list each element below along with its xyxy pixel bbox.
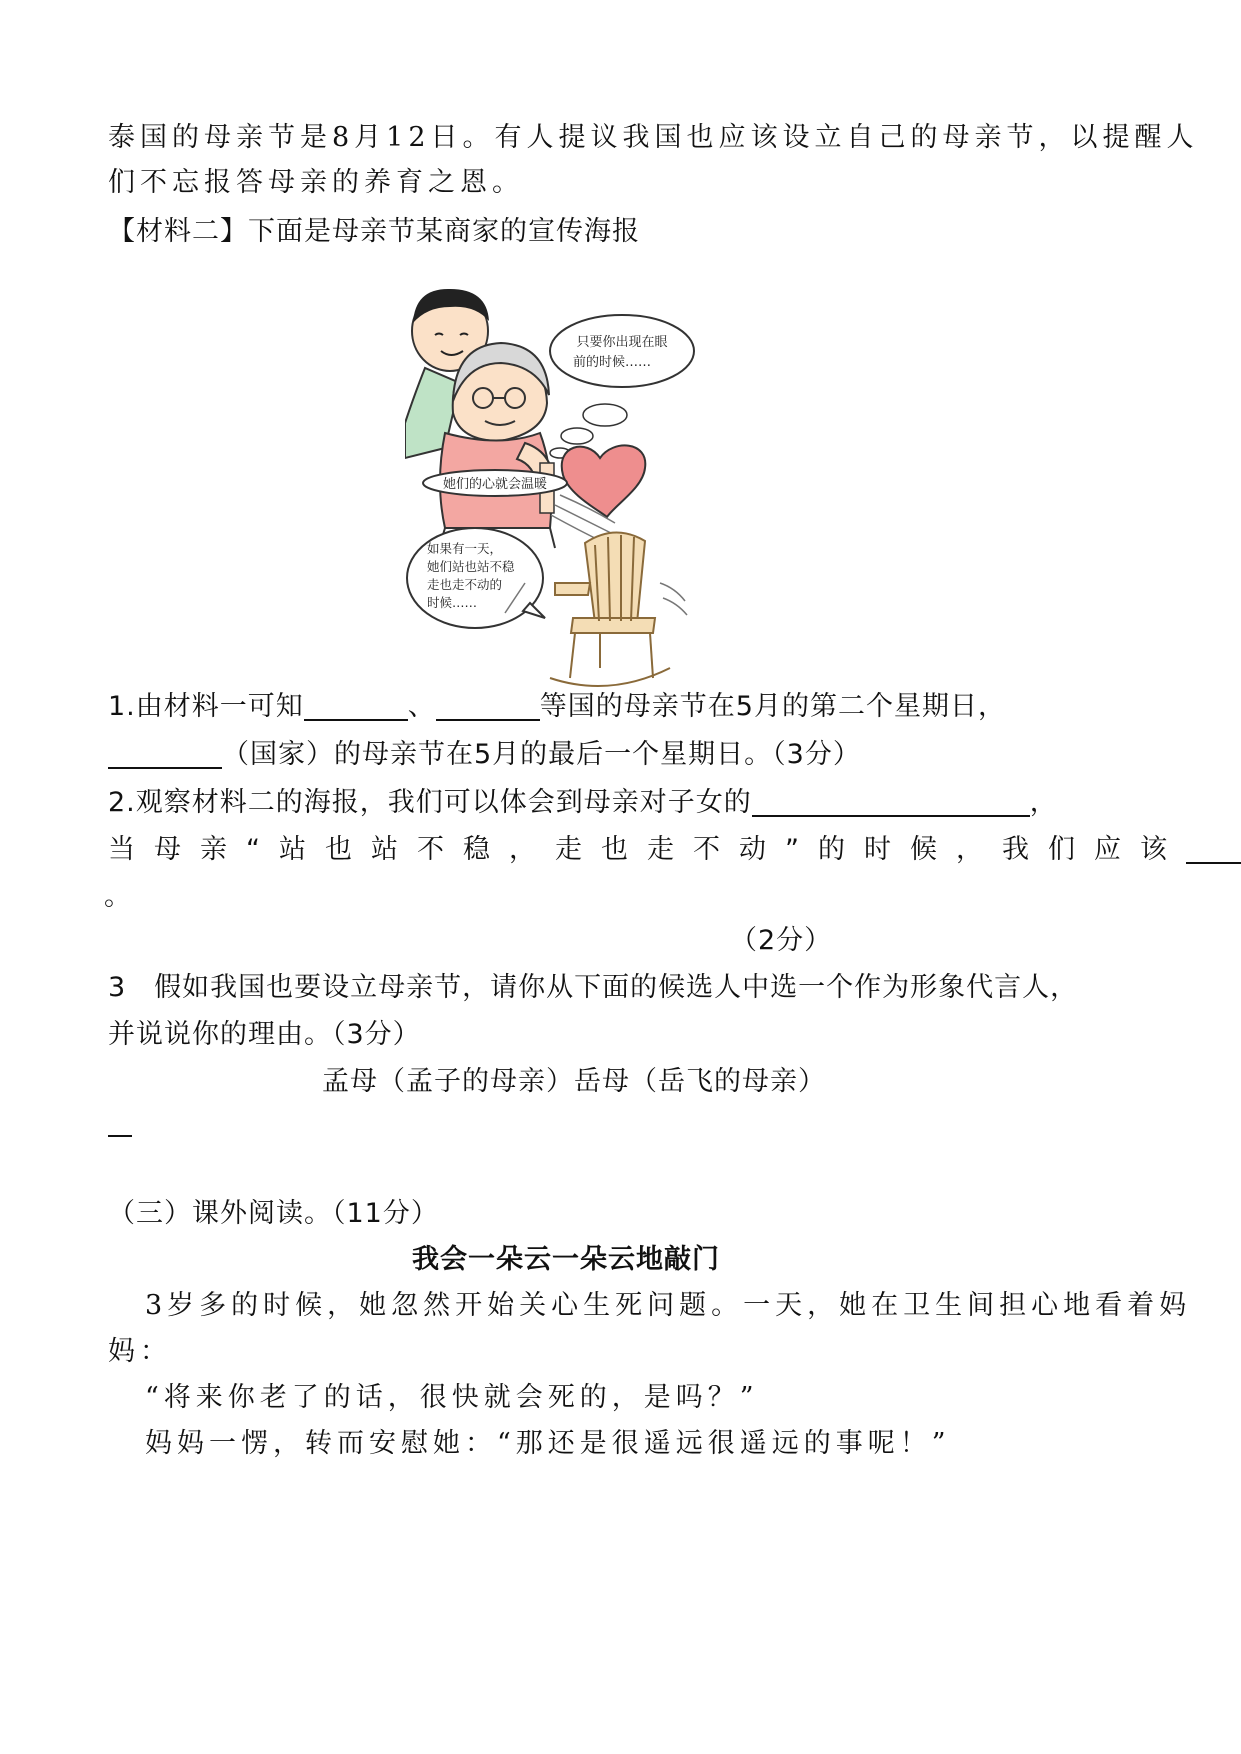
q2-blank-1[interactable] <box>752 785 1030 817</box>
material1-line-1: 泰国的母亲节是8月12日。有人提议我国也应该设立自己的母亲节，以提醒人 <box>108 122 1199 153</box>
q1-part3: （国家）的母亲节在5月的最后一个星期日。（3分） <box>222 739 861 770</box>
bubble-bottom-line-2: 她们站也站不稳 <box>427 559 515 574</box>
article-paragraph-2: “将来你老了的话，很快就会死的，是吗？” <box>145 1382 759 1413</box>
q1-blank-3[interactable] <box>108 737 222 769</box>
material1-line-2: 们不忘报答母亲的养育之恩。 <box>108 167 524 198</box>
bubble-bottom-line-3: 走也走不动的 <box>427 577 503 592</box>
article-paragraph-3: 妈妈一愣，转而安慰她：“那还是很遥远很遥远的事呢！” <box>145 1428 951 1459</box>
article-title: 我会一朵云一朵云地敲门 <box>412 1244 720 1275</box>
bubble-bottom-line-1: 如果有一天， <box>427 541 503 556</box>
q2-period: 。 <box>104 881 132 912</box>
question-1-line-2 <box>108 735 861 775</box>
section-3-heading: （三）课外阅读。（11分） <box>108 1198 439 1229</box>
q3-answer-blank[interactable] <box>108 1105 132 1137</box>
bubble-top-line-2: 前的时候…… <box>572 355 652 370</box>
bubble-top-line-1: 只要你出现在眼 <box>576 335 668 350</box>
q1-separator: 、 <box>407 691 436 722</box>
q1-part2: 等国的母亲节在5月的第二个星期日， <box>539 691 1006 722</box>
question-3-line-1: 3 假如我国也要设立母亲节，请你从下面的候选人中选一个作为形象代言人， <box>108 972 1079 1003</box>
q2-blank-2[interactable] <box>1186 832 1241 864</box>
q2-score: （2分） <box>730 925 833 956</box>
q2-part1: 2.观察材料二的海报，我们可以体会到母亲对子女的 <box>108 787 752 818</box>
question-2-line-1 <box>108 783 1058 823</box>
article-paragraph-1-line-1: 3岁多的时候，她忽然开始关心生死问题。一天，她在卫生间担心地看着妈 <box>145 1290 1192 1321</box>
bubble-bottom-line-4: 时候…… <box>427 595 478 610</box>
question-3-line-2: 并说说你的理由。（3分） <box>108 1019 421 1050</box>
q1-blank-2[interactable] <box>436 689 540 721</box>
q1-part1: 1.由材料一可知 <box>108 691 304 722</box>
material2-heading: 【材料二】下面是母亲节某商家的宣传海报 <box>108 216 640 247</box>
q2-comma: ， <box>1029 787 1058 818</box>
mothers-day-poster <box>405 283 710 703</box>
question-1-line-1 <box>108 687 1006 727</box>
q2-line2: 当母亲“站也站不稳，走也走不动”的时候，我们应该 <box>108 834 1186 865</box>
q1-blank-1[interactable] <box>304 689 408 721</box>
bubble-middle: 她们的心就会温暖 <box>442 477 548 492</box>
article-paragraph-1-line-2: 妈： <box>108 1336 172 1367</box>
question-3-candidates: 孟母（孟子的母亲）岳母（岳飞的母亲） <box>322 1066 826 1097</box>
question-2-line-2 <box>108 830 1241 870</box>
